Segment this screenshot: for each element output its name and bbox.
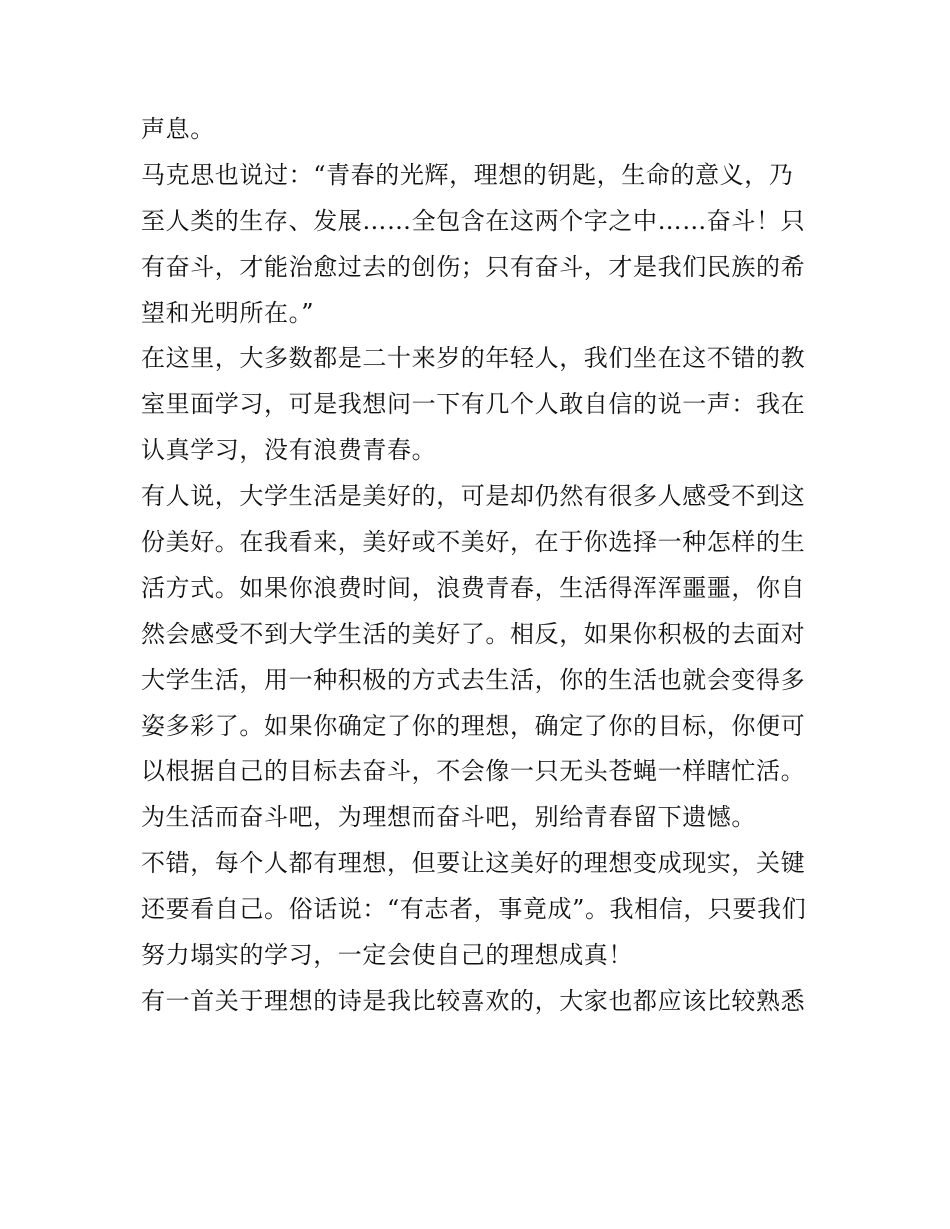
text-line: 望和光明所在。”	[141, 298, 315, 327]
text-line: 至人类的生存、发展……全包含在这两个字之中……奋斗！只	[141, 206, 806, 235]
body-text	[141, 107, 821, 1025]
text-line: 然会感受不到大学生活的美好了。相反，如果你积极的去面对	[141, 619, 806, 648]
text-line: 有人说，大学生活是美好的，可是却仍然有很多人感受不到这	[141, 482, 806, 511]
text-line: 份美好。在我看来，美好或不美好，在于你选择一种怎样的生	[141, 528, 806, 557]
text-line: 为生活而奋斗吧，为理想而奋斗吧，别给青春留下遗憾。	[141, 803, 756, 832]
text-line: 室里面学习，可是我想问一下有几个人敢自信的说一声：我在	[141, 390, 806, 419]
text-line: 努力塌实的学习，一定会使自己的理想成真！	[141, 941, 633, 970]
text-line: 声息。	[141, 115, 215, 143]
text-line: 还要看自己。俗话说：“有志者，事竟成”。我相信，只要我们	[141, 895, 807, 924]
text-line: 马克思也说过：“青春的光辉，理想的钥匙，生命的意义，乃	[141, 160, 794, 189]
text-line: 有奋斗，才能治愈过去的创伤；只有奋斗，才是我们民族的希	[141, 252, 806, 281]
text-line: 大学生活，用一种积极的方式去生活，你的生活也就会变得多	[141, 665, 806, 694]
text-line: 姿多彩了。如果你确定了你的理想，确定了你的目标，你便可	[141, 711, 806, 740]
text-line: 有一首关于理想的诗是我比较喜欢的，大家也都应该比较熟悉	[141, 986, 806, 1015]
text-line: 以根据自己的目标去奋斗，不会像一只无头苍蝇一样瞎忙活。	[141, 757, 806, 786]
text-line: 在这里，大多数都是二十来岁的年轻人，我们坐在这不错的教	[141, 344, 806, 373]
text-line: 活方式。如果你浪费时间，浪费青春，生活得浑浑噩噩，你自	[141, 573, 806, 602]
text-line: 不错，每个人都有理想，但要让这美好的理想变成现实，关键	[141, 849, 806, 878]
text-line: 认真学习，没有浪费青春。	[141, 436, 437, 465]
